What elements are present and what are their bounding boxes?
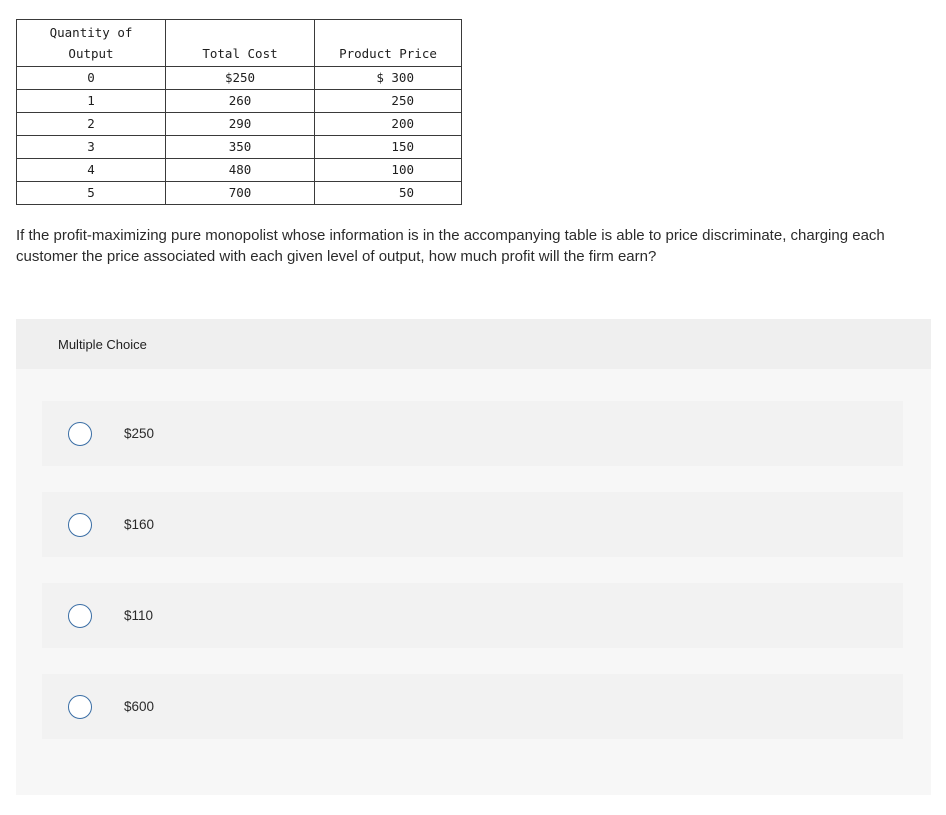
table-row [17,136,462,159]
quantity-header-line1: Quantity of [49,25,133,40]
choice-option[interactable] [42,583,903,648]
table-row [17,90,462,113]
total-cost-cell: 350 [166,136,315,159]
choice-option[interactable] [42,674,903,739]
choice-option[interactable] [42,492,903,557]
multiple-choice-header: Multiple Choice [16,319,931,369]
quantity-cell: 5 [17,182,166,205]
table-header-row [17,20,462,67]
price-cell: 50 [315,182,462,205]
price-cell: 250 [315,90,462,113]
quantity-header [17,20,166,67]
total-cost-cell: 290 [166,113,315,136]
price-cell: 200 [315,113,462,136]
radio-button-icon[interactable] [68,695,92,719]
price-cell: $ 300 [315,67,462,90]
table-row [17,113,462,136]
quantity-cell: 1 [17,90,166,113]
price-cell: 100 [315,159,462,182]
radio-button-icon[interactable] [68,422,92,446]
choice-label: $600 [124,699,155,714]
radio-button-icon[interactable] [68,604,92,628]
price-cell: 150 [315,136,462,159]
question-text: If the profit-maximizing pure monopolist whose information is in the accompanying table is able to price discriminate, charging each customer the price associated with each given level of output, how much profit will the firm earn? [16,227,885,265]
table-row [17,182,462,205]
product-price-header: Product Price [315,20,462,67]
total-cost-cell: 260 [166,90,315,113]
choice-option[interactable] [42,401,903,466]
total-cost-header: Total Cost [166,20,315,67]
multiple-choice-panel [16,319,931,795]
quantity-cell: 2 [17,113,166,136]
quantity-header-line2: Output [68,46,114,61]
choice-label: $250 [124,426,155,441]
choice-label: $160 [124,517,155,532]
quantity-cell: 3 [17,136,166,159]
table-row [17,159,462,182]
radio-button-icon[interactable] [68,513,92,537]
choice-label: $110 [124,608,154,623]
total-cost-cell: 700 [166,182,315,205]
total-cost-cell: 480 [166,159,315,182]
quantity-cell: 0 [17,67,166,90]
quantity-cell: 4 [17,159,166,182]
table-row [17,67,462,90]
cost-price-table [16,19,462,205]
total-cost-cell: $250 [166,67,315,90]
